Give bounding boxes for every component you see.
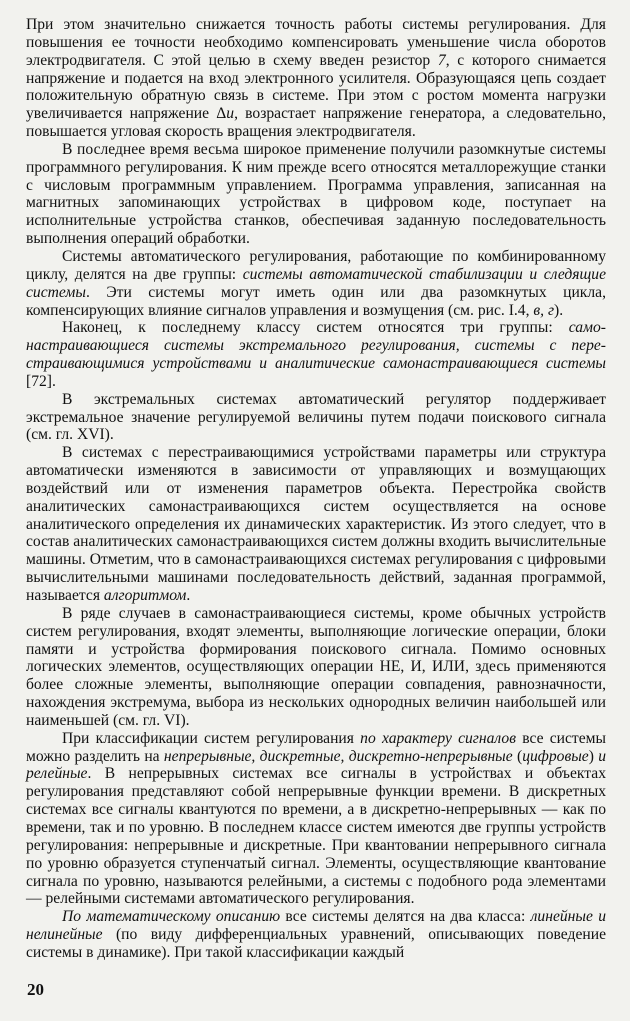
paragraph [26,319,606,390]
italic-text: алгоритмом [103,587,187,604]
text-run: При классификации систем регулирования [62,729,361,747]
paragraph [26,605,606,730]
text-run: (по виду дифференциальных уравнений, описывающих поведение системы в динамике). При такой классификации каждый [26,926,606,961]
text-run: . Эти системы могут иметь один или два разомкнутых цикла, компенсирующих влияние сигналов управления и возмущения (см. рис. I.4, [26,283,606,319]
paragraph [26,248,606,319]
page-number: 20 [27,980,44,999]
italic-text: цифровые [522,747,589,765]
italic-text: линейные и нелинейные [26,908,606,944]
paragraph [26,141,606,248]
text-run: . [186,587,191,604]
italic-text: и релейные [26,747,607,783]
italic-text: По математическому описанию [62,908,281,926]
paragraph [26,16,606,141]
paragraph [26,444,606,605]
text-run: все системы делятся на два класса: [280,908,531,926]
text-run: В системах с перестраивающимися устройствами параметры или структура автоматически изменяются в зависимости от управляющих и возмущающих воздействий или от изменения параметров объекта. Перестройка свойств аналитических самонастраивающихся систем осуществляется на основе аналитического определения их динамических характеристик. Из этого следует, что в состав аналитических самонастраивающихся систем должны входить вычислительные машины. Отметим, что в самонастраивающихся системах регулирования с цифровыми вычислительными машинами последовательность действий, заданная программой, называется [26,444,606,604]
text-run: При этом значительно снижается точность работы системы регулирования. Для повышения ее точности необходимо компенсировать уменьшение числа оборотов электродвигателя. С этой целью в схему введен резистор [26,16,606,69]
text-run: [72]. [26,372,56,390]
text-run: , с которого снимается напряжение и подается на вход электронного усилителя. Образующаяся цепь создает положительную обратную связь в системе. При этом с ростом момента нагрузки увеличивается напряжение Δ [26,51,607,123]
italic-text: в, г [533,301,555,319]
text-run: ). [554,301,564,319]
text-run: В последнее время весьма широкое применение получили разомкнутые системы программного регулирования. К ним прежде всего относятся металлорежущие станки с числовым программным управлением. Программа управления, записанная на магнитных запоминающих устройствах в цифровом коде, поступает на исполнительные устройства станков, обеспечивая заданную последовательность выполнения операций обработки. [26,140,606,248]
italic-text: самонастраивающиеся системы экстремального регулирования, системы с перестраивающимися устройствами и аналитические самонастраивающиеся системы [26,319,606,373]
text-run: все системы можно разделить на [26,729,606,765]
text-body [26,16,606,962]
italic-text: системы автоматической стабилизации и следящие системы [26,265,606,301]
text-run: ) [588,747,599,765]
text-run: ( [512,747,523,765]
paragraph [26,391,606,445]
text-run: В ряде случаев в самонастраивающиеся системы, кроме обычных устройств систем регулирования, входят элементы, выполняющие логические операции, блоки памяти и устройства формирования поискового сигнала. Помимо основных логических элементов, осуществляющих операции НЕ, И, ИЛИ, здесь применяются более сложные элементы, выполняющие операции совпадения, равнозначности, нахождения экстремума, выбора из нескольких однородных величин наибольшей или наименьшей (см. гл. VI). [26,604,606,729]
text-run: В экстремальных системах автоматический регулятор поддерживает экстремальное значение регулируемой величины путем подачи поискового сигнала (см. гл. XVI). [26,390,606,444]
italic-text: 7 [437,51,446,69]
italic-text: по характеру сигналов [360,729,516,747]
paragraph [26,908,606,962]
italic-text: u [226,105,235,123]
paragraph [26,730,606,908]
text-run: . В непрерывных системах все сигналы в устройствах и объектах регулирования представляют собой непрерывные функции времени. В дискретных системах все сигналы квантуются по времени, а в дискретно-непрерывных — как по времени, так и по уровню. В последнем классе систем имеются две группы устройств регулирования: непрерывные и дискретные. При квантовании непрерывного сигнала по уровню образуется ступенчатый сигнал. Элементы, осуществляющие квантование сигнала по уровню, называются релейными, а системы с подобного рода элементами — релейными системами автоматического регулирования. [26,765,606,908]
italic-text: непрерывные, дискретные, дискретно-непрерывные [163,747,513,765]
text-run: Системы автоматического регулирования, работающие по комбинированному циклу, делятся на две группы: [26,247,606,283]
text-run: Наконец, к последнему классу систем относятся три группы: [62,319,569,337]
text-run: , возрастает напряжение генератора, а следовательно, повышается угловая скорость вращения электродвигателя. [26,105,606,141]
